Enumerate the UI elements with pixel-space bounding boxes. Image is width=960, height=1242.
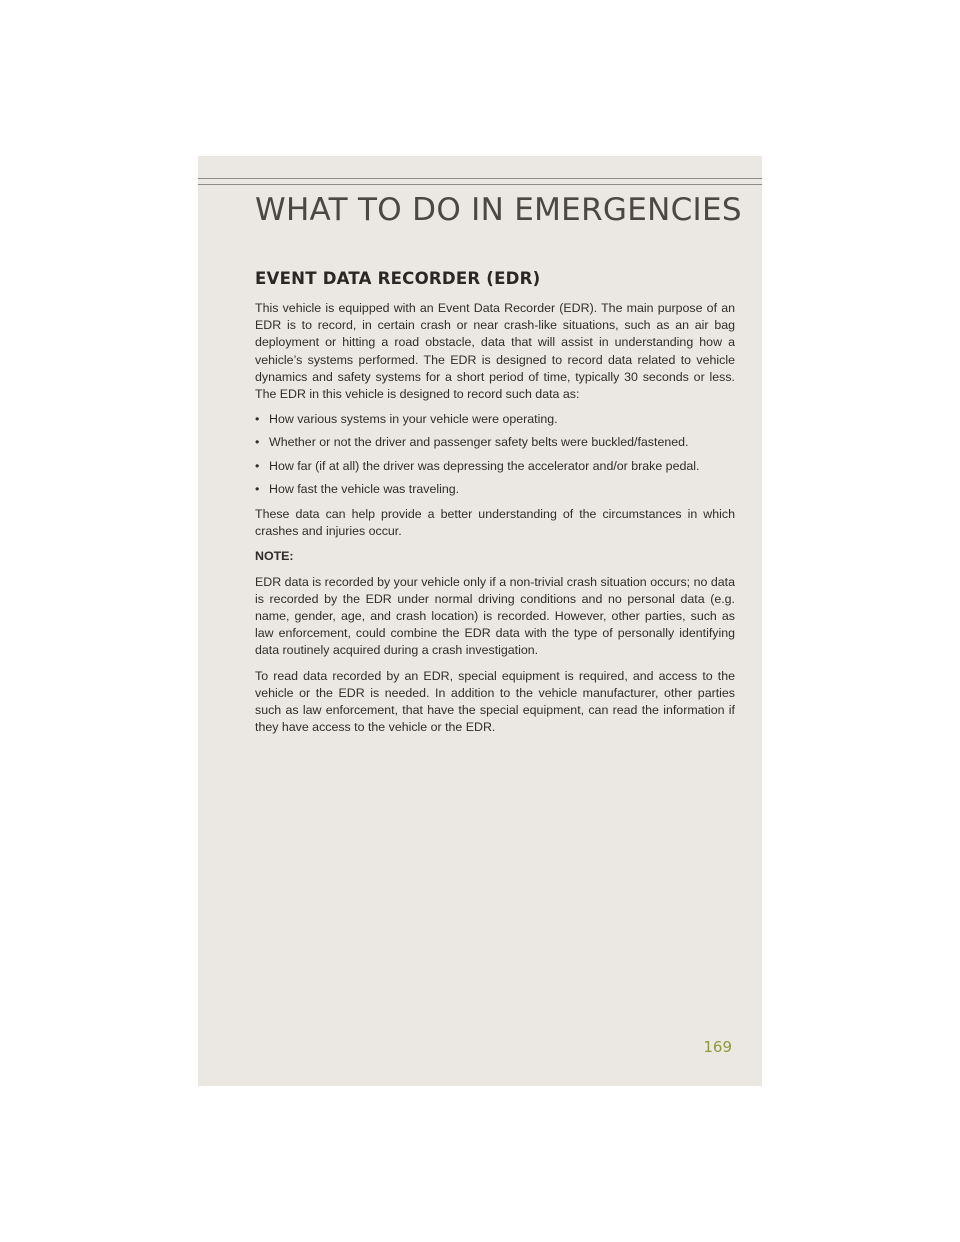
header-rule-top (198, 178, 762, 179)
note-paragraph: EDR data is recorded by your vehicle only if a non-trivial crash situation occurs; no data is recorded by the EDR under normal driving conditions and no personal data (e.g. name, gender, age, and crash location) is recorded. However, other parties, such as law enforcement, could combine the EDR data with the type of personally identifying data routinely acquired during a crash investigation. (255, 574, 735, 658)
list-item (255, 434, 735, 451)
list-item-text: Whether or not the driver and passenger safety belts were buckled/fastened. (269, 435, 689, 450)
intro-paragraph: This vehicle is equipped with an Event Data Recorder (EDR). The main purpose of an EDR is to record, in certain crash or near crash-like situations, such as an air bag deployment or hitting a road obstacle, data that will assist in understanding how a vehicle’s systems performed. The EDR is designed to record data related to vehicle dynamics and safety systems for a short period of time, typically 30 seconds or less. The EDR in this vehicle is designed to record such data as: (255, 301, 735, 402)
bullet-icon: • (255, 435, 260, 450)
header-rule-bottom (198, 184, 762, 185)
closing-paragraph: To read data recorded by an EDR, special equipment is required, and access to the vehicle or the EDR is needed. In addition to the vehicle manufacturer, other parties such as law enforcement, that have the special equipment, can read the information if they have access to the vehicle or the EDR. (255, 668, 735, 735)
summary-paragraph: These data can help provide a better understanding of the circumstances in which crashes and injuries occur. (255, 507, 735, 539)
article-heading: EVENT DATA RECORDER (EDR) (255, 269, 541, 288)
list-item (255, 411, 735, 428)
page-number: 169 (703, 1038, 732, 1056)
list-item (255, 481, 735, 498)
bullet-icon: • (255, 412, 260, 427)
bullet-icon: • (255, 481, 260, 496)
content-panel (198, 156, 762, 1086)
list-item (255, 458, 735, 475)
note-label: NOTE: (255, 549, 294, 564)
list-item-text: How various systems in your vehicle were operating. (269, 412, 558, 427)
data-list (255, 411, 735, 498)
list-item-text: How far (if at all) the driver was depressing the accelerator and/or brake pedal. (269, 458, 700, 473)
article-body (255, 268, 735, 744)
bullet-icon: • (255, 458, 260, 473)
section-title: WHAT TO DO IN EMERGENCIES (255, 192, 742, 228)
list-item-text: How fast the vehicle was traveling. (269, 481, 460, 496)
